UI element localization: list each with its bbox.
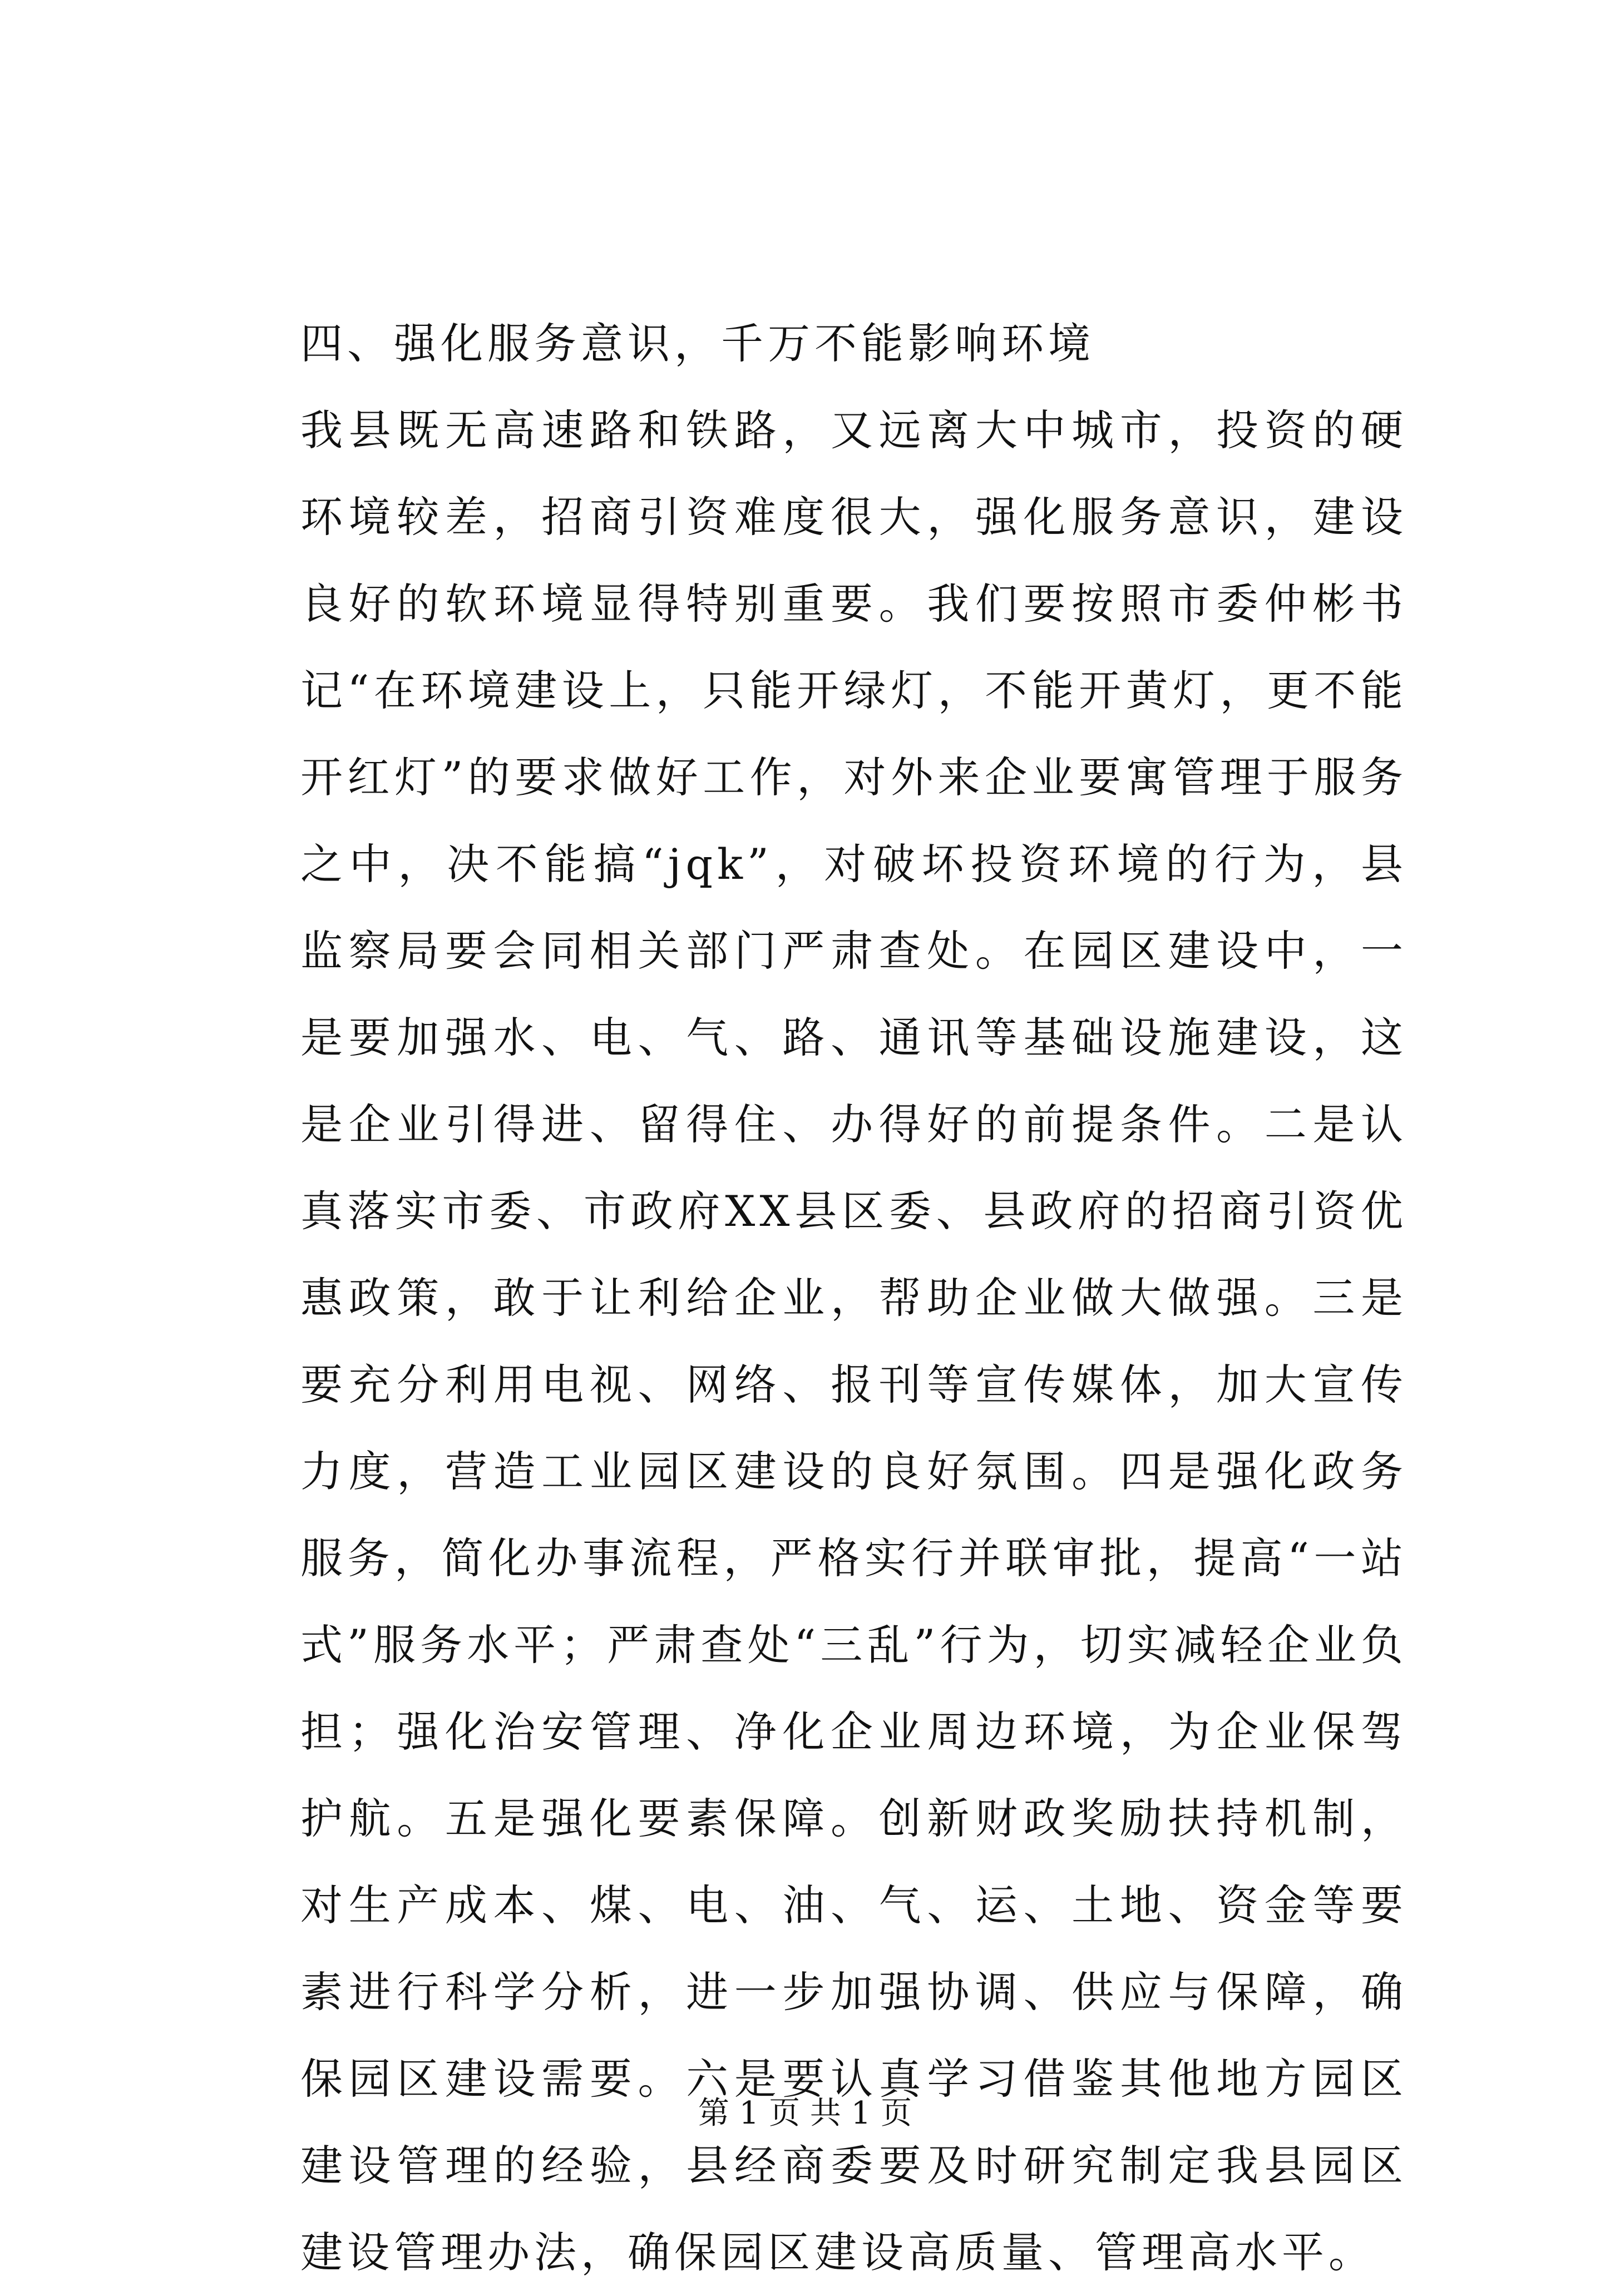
section-heading: 四、强化服务意识，千万不能影响环境 <box>300 319 1095 368</box>
page-footer: 第 1 页 共 1 页 <box>698 2095 912 2131</box>
body-paragraph: 我县既无高速路和铁路，又远离大中城市，投资的硬环境较差，招商引资难度很大，强化服务意识，建设良好的软环境显得特别重要。我们要按照市委仲彬书记“在环境建设上，只能开绿灯，不能开黄灯，更不能开红灯”的要求做好工作，对外来企业要寓管理于服务之中，决不能搞“jqk”，对破坏投资环境的行为，县监察局要会同相关部门严肃查处。在园区建设中，一是要加强水、电、气、路、通讯等基础设施建设，这是企业引得进、留得住、办得好的前提条件。二是认真落实市委、市政府XX县区委、县政府的招商引资优惠政策，敢于让利给企业，帮助企业做大做强。三是要充分利用电视、网络、报刊等宣传媒体，加大宣传力度，营造工业园区建设的良好氛围。四是强化政务服务，简化办事流程，严格实行并联审批，提高“一站式”服务水平；严肃查处“三乱”行为，切实减轻企业负担；强化治安管理、净化企业周边环境，为企业保驾护航。五是强化要素保障。创新财政奖励扶持机制，对生产成本、煤、电、油、气、运、土地、资金等要素进行科学分析，进一步加强协调、供应与保障，确保园区建设需要。六是要认真学习借鉴其他地方园区建设管理的经验，县经商委要及时研究制定我县园区建设管理办法，确保园区建设高质量、管理高水平。 <box>300 405 1407 2277</box>
document-body <box>300 300 1407 2296</box>
